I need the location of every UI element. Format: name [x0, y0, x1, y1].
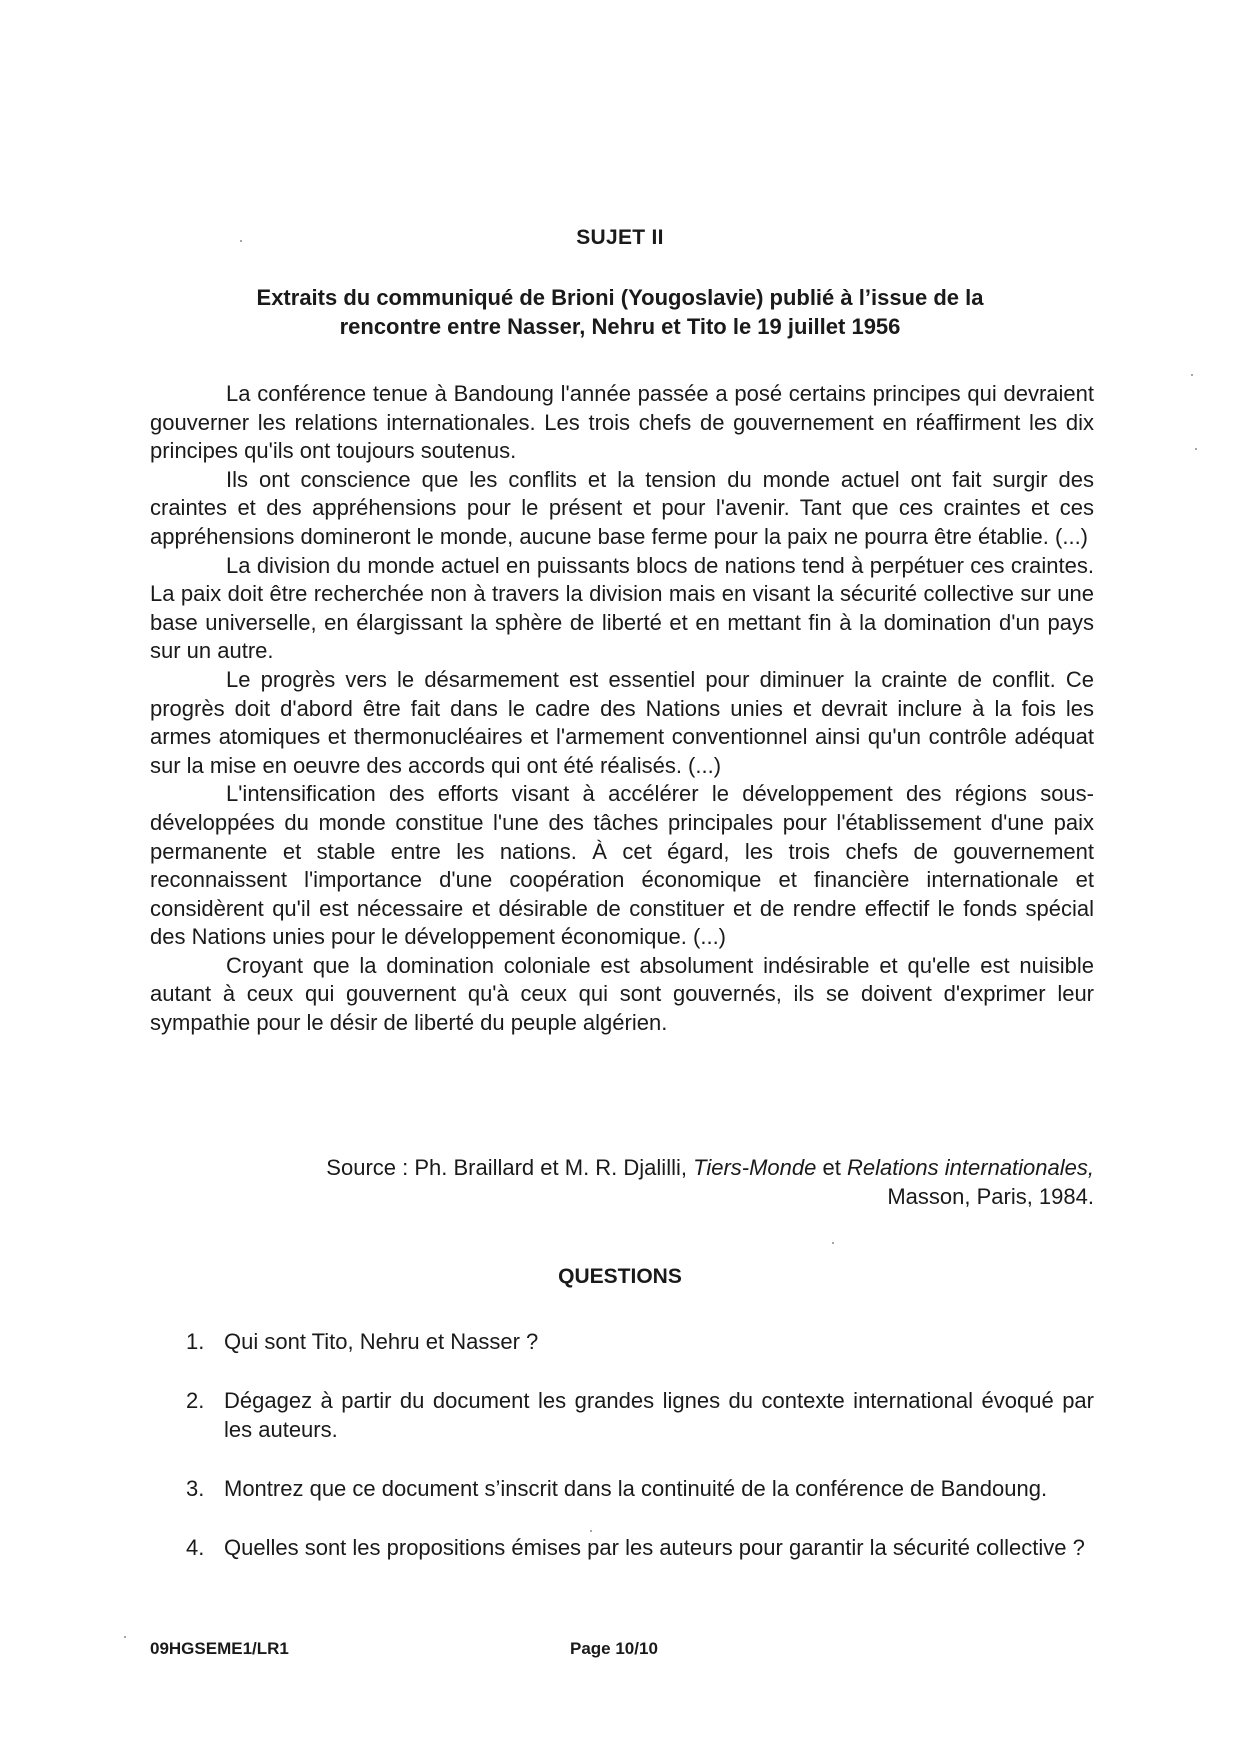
scan-speck: [1195, 448, 1197, 450]
document-title-line-2: rencontre entre Nasser, Nehru et Tito le 19 juillet 1956: [339, 314, 901, 339]
scan-speck: [240, 240, 242, 242]
source-connector: et: [816, 1155, 847, 1180]
scan-speck: [832, 1242, 834, 1244]
question-text: Quelles sont les propositions émises par les auteurs pour garantir la sécurité collective ?: [224, 1535, 1085, 1560]
paragraph-6: Croyant que la domination coloniale est absolument indésirable et qu'elle est nuisible autant à ceux qui gouvernent qu'à ceux qui sont gouvernés, ils se doivent d'exprimer leur sympathie pour le désir de liberté du peuple algérien.: [150, 952, 1094, 1036]
paragraph-2: Ils ont conscience que les conflits et la tension du monde actuel ont fait surgir des craintes et des appréhensions pour le présent et pour l'avenir. Tant que ces craintes et ces appréhensions domineront le monde, aucune base ferme pour la paix ne pourra être établie. (...): [150, 466, 1094, 549]
question-number: 2.: [186, 1388, 205, 1413]
question-item: [150, 1327, 1094, 1356]
question-text: Montrez que ce document s’inscrit dans la continuité de la conférence de Bandoung.: [224, 1476, 1048, 1501]
document-code: 09HGSEME1/LR1: [150, 1639, 289, 1658]
source-title-1: Tiers-Monde: [693, 1155, 817, 1180]
question-item: [150, 1386, 1094, 1444]
page-number: Page 10/10: [570, 1639, 658, 1658]
source-line-1: [150, 1153, 1094, 1182]
question-item: [150, 1474, 1094, 1503]
paragraph-4: Le progrès vers le désarmement est essentiel pour diminuer la crainte de conflit. Ce progrès doit d'abord être fait dans le cadre des Nations unies et devrait inclure à la fois les armes atomiques et thermonucléaires et l'armement conventionnel ainsi qu'un contrôle adéquat sur la mise en oeuvre des accords qui ont été réalisés. (...): [150, 666, 1094, 778]
question-number: 1.: [186, 1329, 205, 1354]
source-prefix: Source : Ph. Braillard et M. R. Djalilli,: [326, 1155, 694, 1180]
question-item: [150, 1533, 1094, 1562]
sujet-title: SUJET II: [576, 226, 664, 249]
question-text: Dégagez à partir du document les grandes lignes du contexte international évoqué par les auteurs.: [224, 1388, 1094, 1442]
document-title: [150, 283, 1090, 341]
paragraph-5: L'intensification des efforts visant à accélérer le développement des régions sous-développées du monde constitue l'une des tâches principales pour l'établissement d'une paix permanente et stable entre les nations. À cet égard, les trois chefs de gouvernement reconnaissent l'importance d'une coopération économique et financière internationale et considèrent qu'il est nécessaire et désirable de constituer et de rendre effectif le fonds spécial des Nations unies pour le développement économique. (...): [150, 781, 1094, 950]
questions-list: [150, 1327, 1094, 1592]
question-text: Qui sont Tito, Nehru et Nasser ?: [224, 1329, 539, 1354]
questions-heading: QUESTIONS: [558, 1265, 682, 1288]
question-number: 4.: [186, 1535, 205, 1560]
source-publisher: Masson, Paris, 1984.: [887, 1184, 1094, 1209]
source-citation: [150, 1153, 1094, 1211]
source-title-2: Relations internationales,: [846, 1155, 1094, 1180]
paragraph-1: La conférence tenue à Bandoung l'année passée a posé certains principes qui devraient gouverner les relations internationales. Les trois chefs de gouvernement en réaffirment les dix principes qu'ils ont toujours soutenus.: [150, 381, 1094, 464]
scan-speck: [1191, 374, 1193, 376]
scan-speck: [124, 1636, 126, 1638]
question-number: 3.: [186, 1476, 205, 1501]
communique-text: [150, 380, 1094, 1038]
document-title-line-1: Extraits du communiqué de Brioni (Yougoslavie) publié à l’issue de la: [256, 285, 984, 310]
paragraph-3: La division du monde actuel en puissants blocs de nations tend à perpétuer ces craintes. La paix doit être recherchée non à travers la division mais en visant la sécurité collective sur une base universelle, en élargissant la sphère de liberté et en mettant fin à la domination d'un pays sur un autre.: [150, 552, 1094, 664]
scan-speck: [590, 1530, 592, 1532]
